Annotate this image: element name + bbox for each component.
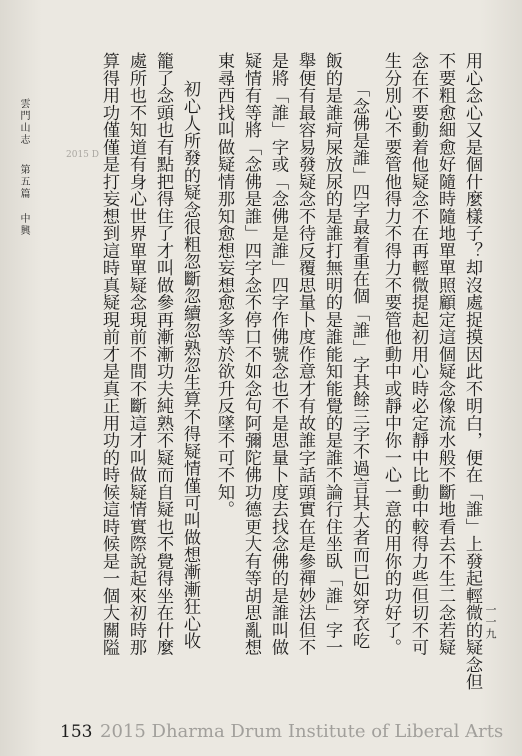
text-column-11: 初心人所發的疑念很粗忽斷忽續忽熟忽生算不得疑情僅可叫做想漸漸狂心收 — [180, 80, 200, 650]
section-title: 第五篇 中興 — [18, 164, 29, 237]
text-column-6: 飯的是誰疴屎放尿的是誰打無明的是誰能知能覺的是誰不論行住坐臥「誰」字一 — [322, 52, 342, 656]
text-column-7: 舉便有最容易發疑念不待反覆思量卜度作意才有故誰字話頭實在是參禪妙法但不 — [295, 52, 315, 656]
text-column-1: 用心念心又是個什麼樣子？却沒處捉摸因此不明白，便在「誰」上發起輕微的疑念但 — [462, 52, 482, 691]
faint-stamp: 2015 D — [66, 150, 99, 160]
page-number: 153 — [60, 722, 93, 742]
text-column-8: 是將「誰」字或「念佛是誰」四字作佛號念也不是思量卜度去找念佛的是誰叫做 — [268, 52, 288, 656]
book-title: 雲門山志 — [18, 98, 29, 146]
text-column-12: 籠了念頭也有點把得住了才叫做參再漸漸功夫純熟不疑而自疑也不覺得坐在什麼 — [153, 52, 173, 656]
running-header-sidebar — [16, 98, 31, 237]
text-column-2: 不要粗愈細愈好隨時隨地單單照顧定這個疑念像流水般不斷地看去不生二念若疑 — [435, 52, 455, 656]
text-column-4: 生分別心不要管他得力不得力不要管他動中或靜中你一心一意的用你的功好了。 — [381, 52, 401, 656]
text-column-3: 念在不要動着他疑念不在再輕微提起初用心時必定靜中比動中較得力些但切不可 — [408, 52, 428, 656]
text-column-14: 算得用功僅僅是打妄想到這時真疑現前才是真正用功的時候這時候是一個大關隘 — [99, 52, 119, 656]
text-column-10: 東尋西找叫做疑情那知愈想妄想愈多等於欲升反墜不可不知。 — [214, 52, 234, 518]
text-column-13: 處所也不知道有身心世界單單疑念現前不間不斷這才叫做疑情實際說起來初時那 — [126, 52, 146, 656]
folio-number: 一一九 — [484, 604, 497, 640]
watermark: 2015 Dharma Drum Institute of Liberal Arts — [100, 721, 504, 742]
text-column-5: 「念佛是誰」四字最着重在個「誰」字其餘三字不過言其大者而已如穿衣吃 — [349, 80, 369, 650]
text-column-9: 疑情有等將「念佛是誰」四字念不停口不如念句阿彌陀佛功德更大有等胡思亂想 — [241, 52, 261, 656]
